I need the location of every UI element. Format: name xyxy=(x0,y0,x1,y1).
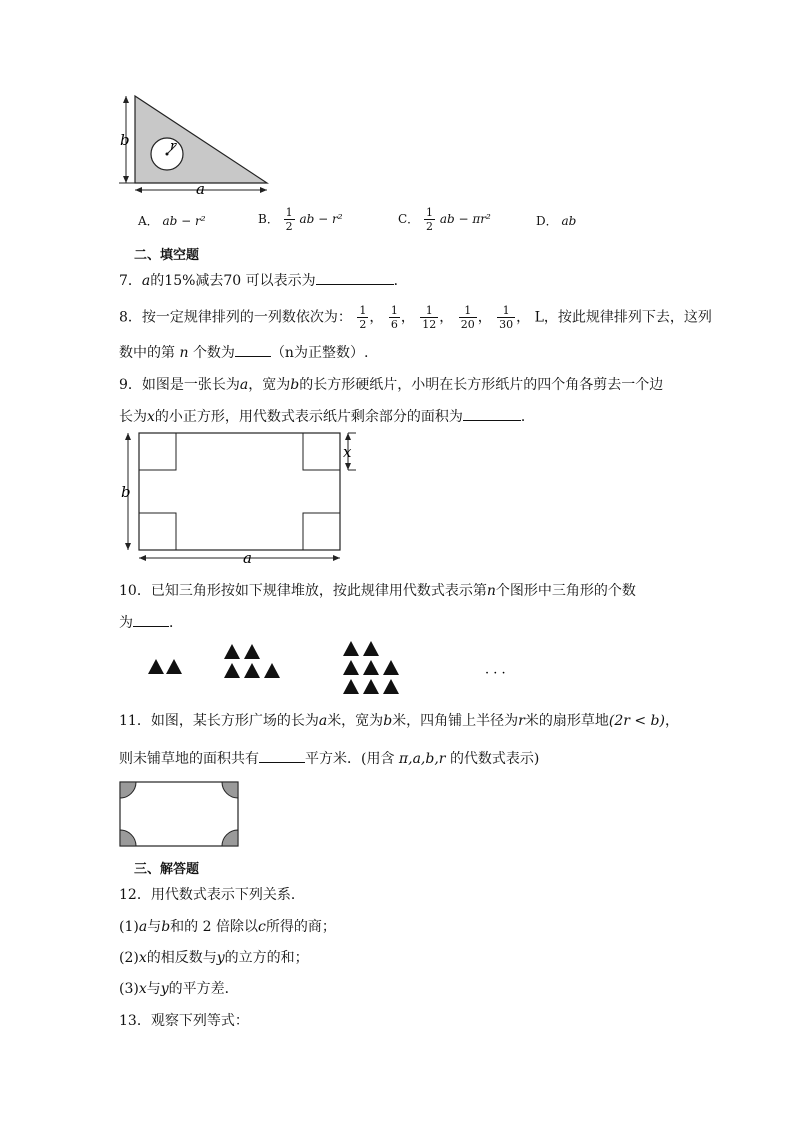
triangle-mark xyxy=(383,679,399,694)
section-title: 三、解答题 xyxy=(134,862,200,877)
question-13-title: 13．观察下列等式： xyxy=(119,1013,249,1029)
section-title: 二、填空题 xyxy=(134,248,200,263)
label-x: x xyxy=(343,443,352,461)
question-8-line1: 8．按一定规律排列的一列数依次为： $\frac{1}{2}$ ， $\frac{1}{6}$ ， $\frac{1}{12}$ ， $\frac{1}{20}$ ， $\frac{1}{30}$ ， L，按此规律排列下去，这列 xyxy=(119,304,712,331)
question-12-title: 12．用代数式表示下列关系． xyxy=(119,887,305,903)
option-b[interactable]: B． $\frac{1}{2}$ ab − r² xyxy=(258,206,343,233)
question-7: 7．a的15%减去70 可以表示为 ． xyxy=(119,273,408,289)
answer-blank[interactable] xyxy=(259,750,305,763)
label-a: a xyxy=(243,549,252,567)
ellipsis: · · · xyxy=(485,666,506,681)
fraction: $\frac{1}{20}$ xyxy=(460,304,475,331)
question-10-line2: 为 ． xyxy=(119,615,183,631)
triangle-figure xyxy=(110,90,280,200)
answer-blank[interactable] xyxy=(463,408,521,421)
question-12-item-3: (3)x与y的平方差． xyxy=(119,981,239,997)
option-a[interactable]: A． ab − r² xyxy=(138,214,206,228)
triangle-pattern-figure xyxy=(140,636,540,700)
triangle-mark xyxy=(244,644,260,659)
fraction: $\frac{1}{2}$ xyxy=(285,206,293,233)
triangle-mark xyxy=(363,660,379,675)
label-a: a xyxy=(196,180,205,198)
triangle-mark xyxy=(343,660,359,675)
question-9-line1: 9．如图是一张长为a，宽为b的长方形硬纸片，小明在长方形纸片的四个角各剪去一个边 xyxy=(119,377,664,393)
answer-blank[interactable] xyxy=(235,344,271,357)
triangle-mark xyxy=(148,659,164,674)
fraction: $\frac{1}{2}$ xyxy=(359,304,367,331)
answer-blank[interactable] xyxy=(133,614,169,627)
triangle-mark xyxy=(244,663,260,678)
fraction: $\frac{1}{12}$ xyxy=(422,304,437,331)
triangle-mark xyxy=(264,663,280,678)
fraction: $\frac{1}{6}$ xyxy=(390,304,398,331)
triangle-mark xyxy=(343,679,359,694)
question-10-line1: 10．已知三角形按如下规律堆放，按此规律用代数式表示第n个图形中三角形的个数 xyxy=(119,583,636,599)
answer-blank[interactable] xyxy=(316,272,394,285)
triangle-mark xyxy=(224,644,240,659)
question-8-line2: 数中的第 n 个数为 （n为正整数）. xyxy=(119,345,369,361)
triangle-mark xyxy=(363,679,379,694)
triangle-mark xyxy=(383,660,399,675)
square-plaza-figure xyxy=(118,780,242,848)
triangle-mark xyxy=(224,663,240,678)
question-9-line2: 长为x的小正方形，用代数式表示纸片剩余部分的面积为 ． xyxy=(119,409,535,425)
option-d[interactable]: D． ab xyxy=(536,214,577,228)
fraction: $\frac{1}{2}$ xyxy=(426,206,434,233)
question-11-line2: 则未铺草地的面积共有 平方米．(用含 π,a,b,r 的代数式表示) xyxy=(119,751,540,767)
label-r: r xyxy=(170,139,177,154)
triangle-mark xyxy=(166,659,182,674)
triangle-mark xyxy=(343,641,359,656)
question-11-line1: 11．如图，某长方形广场的长为a米，宽为b米，四角铺上半径为r米的扇形草地(2r < b)， xyxy=(119,713,679,729)
triangle-mark xyxy=(363,641,379,656)
question-12-item-2: (2)x的相反数与y的立方的和； xyxy=(119,950,309,966)
question-12-item-1: (1)a与b和的 2 倍除以c所得的商； xyxy=(119,919,336,935)
rectangle-cutout-figure xyxy=(112,430,372,570)
fraction: $\frac{1}{30}$ xyxy=(499,304,514,331)
label-b: b xyxy=(121,483,131,501)
label-b: b xyxy=(120,131,130,149)
option-c[interactable]: C． $\frac{1}{2}$ ab − πr² xyxy=(398,206,491,233)
